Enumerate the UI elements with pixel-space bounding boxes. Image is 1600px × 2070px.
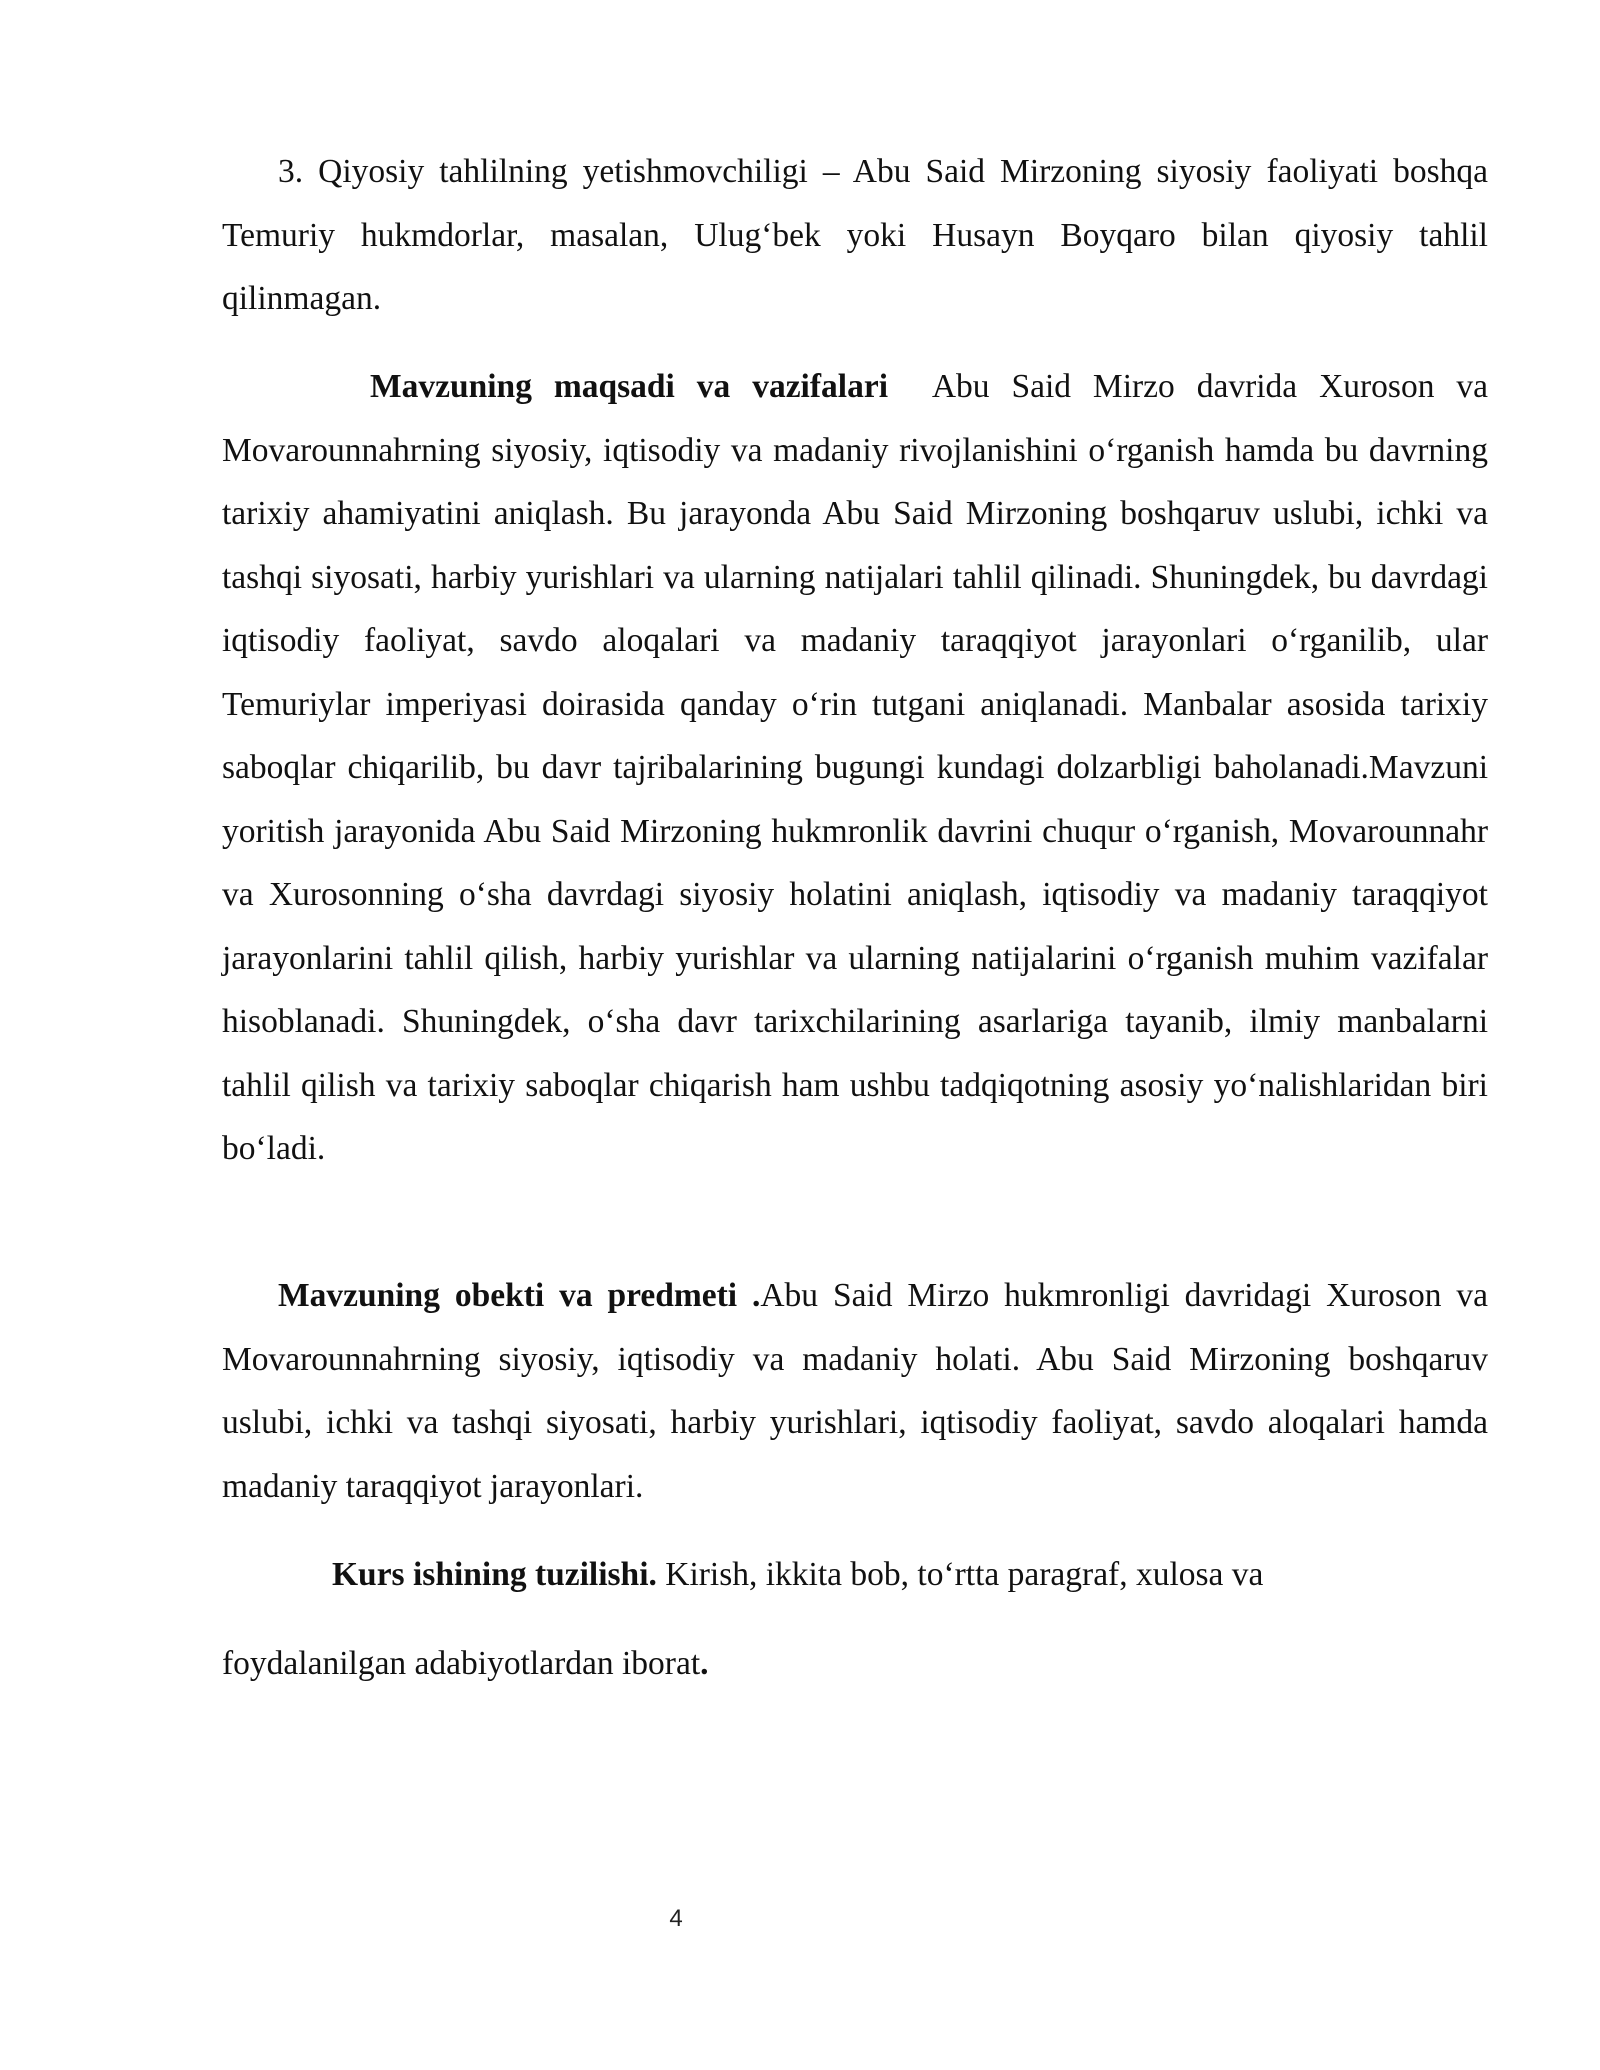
section-heading-goals-and-tasks: Mavzuning maqsadi va vazifalari — [370, 368, 889, 405]
paragraph-text: Abu Said Mirzo hukmronligi davridagi Xuroson va Movarounnahrning siyosiy, iqtisodiy va madaniy holati. Abu Said Mirzoning boshqaruv uslubi, ichki va tashqi siyosati, harbiy yurishlari, iqtisodiy faoliyat, savdo aloqalari hamda madaniy taraqqiyot jarayonlari. — [222, 1277, 1488, 1505]
section-heading-object-and-subject: Mavzuning obekti va predmeti . — [278, 1277, 761, 1314]
paragraph-course-structure-continuation — [222, 1632, 1488, 1696]
section-heading-course-structure: Kurs ishining tuzilishi. — [332, 1556, 657, 1593]
paragraph-final-period: . — [700, 1645, 709, 1682]
paragraph-goals-and-tasks — [222, 355, 1488, 1181]
paragraph-text: foydalanilgan adabiyotlardan iborat — [222, 1645, 701, 1682]
paragraph-course-structure — [332, 1543, 1488, 1607]
paragraph-text: 3. Qiyosiy tahlilning yetishmovchiligi – Abu Said Mirzoning siyosiy faoliyati boshqa Temuriy hukmdorlar, masalan, Ulug‘bek yoki Husayn Boyqaro bilan qiyosiy tahlil qilinmagan. — [222, 153, 1488, 317]
paragraph-text: Kirish, ikkita bob, to‘rtta paragraf, xulosa va — [656, 1556, 1264, 1593]
page-number: 4 — [669, 1905, 683, 1932]
paragraph-object-and-subject — [222, 1264, 1488, 1518]
paragraph-text: Abu Said Mirzo davrida Xuroson va Movarounnahrning siyosiy, iqtisodiy va madaniy rivojlanishini o‘rganish hamda bu davrning tarixiy ahamiyatini aniqlash. Bu jarayonda Abu Said Mirzoning boshqaruv uslubi, ichki va tashqi siyosati, harbiy yurishlari va ularning natijalari tahlil qilinadi. Shuningdek, bu davrdagi iqtisodiy faoliyat, savdo aloqalari va madaniy taraqqiyot jarayonlari o‘rganilib, ular Temuriylar imperiyasi doirasida qanday o‘rin tutgani aniqlanadi. Manbalar asosida tarixiy saboqlar chiqarilib, bu davr tajribalarining bugungi kundagi dolzarbligi baholanadi.Mavzuni yoritish jarayonida Abu Said Mirzoning hukmronlik davrini chuqur o‘rganish, Movarounnahr va Xurosonning o‘sha davrdagi siyosiy holatini aniqlash, iqtisodiy va madaniy taraqqiyot jarayonlarini tahlil qilish, harbiy yurishlar va ularning natijalarini o‘rganish muhim vazifalar hisoblanadi. Shuningdek, o‘sha davr tarixchilarining asarlariga tayanib, ilmiy manbalarni tahlil qilish va tarixiy saboqlar chiqarish ham ushbu tadqiqotning asosiy yo‘nalishlaridan biri bo‘ladi. — [222, 368, 1488, 1167]
paragraph-comparative-analysis-gap — [222, 140, 1488, 331]
